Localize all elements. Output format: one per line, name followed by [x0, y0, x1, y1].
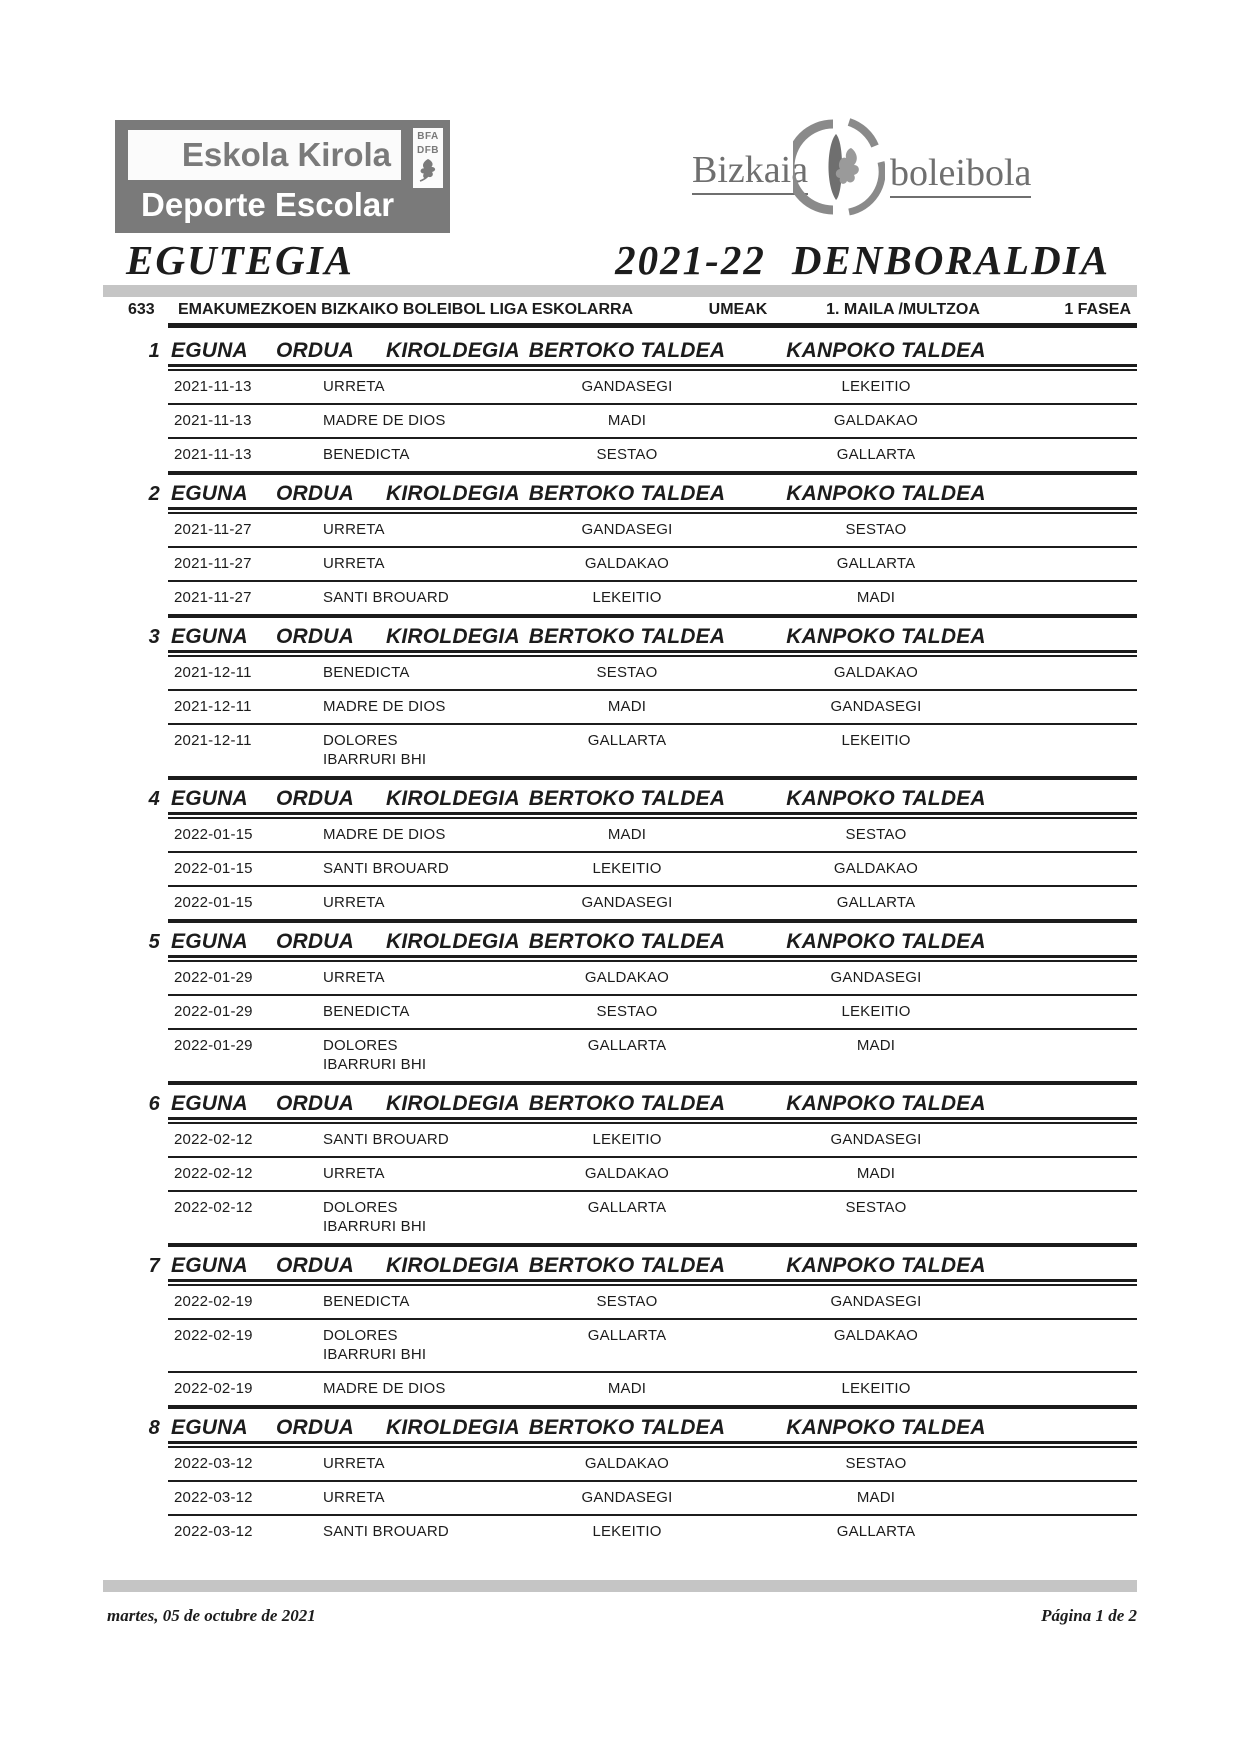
match-away-team: MADI [856, 1037, 896, 1054]
round-number: 7 [148, 1255, 160, 1277]
match-home-team: GALLARTA [587, 732, 667, 749]
match-venue: URRETA [323, 1455, 385, 1472]
round-section [148, 475, 1137, 618]
eskola-kirola-logo [115, 120, 450, 233]
round-section [148, 1247, 1137, 1409]
column-header-eguna: EGUNA [171, 625, 248, 648]
match-date: 2021-12-11 [174, 664, 252, 681]
round-section [148, 1409, 1137, 1548]
column-header-ordua: ORDUA [276, 482, 354, 505]
column-header-bertoko-taldea: BERTOKO TALDEA [528, 625, 726, 648]
column-header-bertoko-taldea: BERTOKO TALDEA [528, 1254, 726, 1277]
round-number: 3 [148, 626, 160, 648]
footer-date: martes, 05 de octubre de 2021 [107, 1606, 316, 1625]
match-row [168, 514, 1137, 548]
match-row [168, 1124, 1137, 1158]
match-venue: MADRE DE DIOS [323, 412, 446, 429]
column-header-kiroldegia: KIROLDEGIA [386, 1416, 520, 1439]
match-away-team: GALDAKAO [833, 664, 919, 681]
column-header-ordua: ORDUA [276, 1092, 354, 1115]
round-header-divider [168, 955, 1137, 962]
page-title-season [615, 236, 1110, 284]
column-header-ordua: ORDUA [276, 787, 354, 810]
match-home-team: LEKEITIO [592, 1523, 662, 1540]
round-header-divider [168, 1441, 1137, 1448]
league-header-row [103, 297, 1137, 323]
match-away-team: GALLARTA [836, 1523, 916, 1540]
round-section [148, 618, 1137, 780]
match-venue: BENEDICTA [323, 1003, 410, 1020]
match-home-team: MADI [607, 412, 647, 429]
match-away-team: MADI [856, 1489, 896, 1506]
match-date: 2022-03-12 [174, 1489, 253, 1506]
match-home-team: GANDASEGI [581, 378, 673, 395]
match-row [168, 1373, 1137, 1409]
match-date: 2021-12-11 [174, 732, 252, 749]
column-header-ordua: ORDUA [276, 339, 354, 362]
boleibola-label: boleibola [890, 153, 1031, 198]
match-venue: BENEDICTA [323, 664, 410, 681]
match-venue: BENEDICTA [323, 1293, 410, 1310]
match-row [168, 548, 1137, 582]
round-number: 4 [148, 788, 160, 810]
match-row [168, 1516, 1137, 1548]
round-section [148, 332, 1137, 475]
match-away-team: GALLARTA [836, 555, 916, 572]
match-date: 2021-11-13 [174, 412, 252, 429]
round-header [148, 618, 1137, 650]
round-header-divider [168, 1279, 1137, 1286]
match-date: 2022-03-12 [174, 1455, 253, 1472]
match-row [168, 1320, 1137, 1373]
league-header-rule [168, 323, 1137, 328]
column-header-kanpoko-taldea: KANPOKO TALDEA [786, 1092, 986, 1115]
column-header-kanpoko-taldea: KANPOKO TALDEA [786, 482, 986, 505]
match-home-team: GALDAKAO [584, 1455, 670, 1472]
match-away-team: MADI [856, 1165, 896, 1182]
match-row [168, 1482, 1137, 1516]
match-date: 2022-02-12 [174, 1199, 253, 1216]
match-away-team: SESTAO [845, 521, 907, 538]
match-row [168, 405, 1137, 439]
column-header-kanpoko-taldea: KANPOKO TALDEA [786, 1254, 986, 1277]
match-home-team: SESTAO [596, 1293, 658, 1310]
match-away-team: SESTAO [845, 826, 907, 843]
match-date: 2022-01-15 [174, 826, 253, 843]
match-away-team: MADI [856, 589, 896, 606]
league-phase: 1 FASEA [1064, 301, 1131, 318]
match-home-team: LEKEITIO [592, 860, 662, 877]
round-header-divider [168, 364, 1137, 371]
match-row [168, 582, 1137, 618]
round-header [148, 780, 1137, 812]
column-header-eguna: EGUNA [171, 339, 248, 362]
match-home-team: GALLARTA [587, 1327, 667, 1344]
bizkaia-label: Bizkaia [692, 150, 808, 195]
round-header [148, 332, 1137, 364]
round-section [148, 923, 1137, 1085]
match-venue: SANTI BROUARD [323, 860, 449, 877]
match-home-team: GANDASEGI [581, 1489, 673, 1506]
match-home-team: MADI [607, 826, 647, 843]
round-section [148, 780, 1137, 923]
match-venue: DOLORES IBARRURI BHI [323, 1199, 427, 1235]
match-away-team: GANDASEGI [830, 1131, 922, 1148]
round-header [148, 475, 1137, 507]
match-away-team: LEKEITIO [841, 732, 911, 749]
column-header-kiroldegia: KIROLDEGIA [386, 1092, 520, 1115]
match-date: 2022-01-29 [174, 1037, 253, 1054]
bfa-dfb-badge [413, 128, 443, 188]
column-header-kanpoko-taldea: KANPOKO TALDEA [786, 625, 986, 648]
match-row [168, 887, 1137, 923]
column-header-kiroldegia: KIROLDEGIA [386, 625, 520, 648]
season-word: DENBORALDIA [791, 237, 1110, 283]
match-date: 2021-11-27 [174, 589, 252, 606]
match-home-team: SESTAO [596, 1003, 658, 1020]
match-row [168, 1448, 1137, 1482]
match-venue: URRETA [323, 1165, 385, 1182]
bizkaia-boleibola-logo [680, 118, 1040, 218]
match-row [168, 691, 1137, 725]
match-venue: MADRE DE DIOS [323, 698, 446, 715]
match-venue: SANTI BROUARD [323, 1523, 449, 1540]
match-home-team: SESTAO [596, 664, 658, 681]
match-date: 2022-01-29 [174, 1003, 253, 1020]
round-header [148, 1085, 1137, 1117]
match-date: 2022-01-15 [174, 860, 253, 877]
match-home-team: GALLARTA [587, 1037, 667, 1054]
match-date: 2022-01-29 [174, 969, 253, 986]
match-venue: SANTI BROUARD [323, 1131, 449, 1148]
match-row [168, 1030, 1137, 1085]
match-home-team: MADI [607, 698, 647, 715]
volleyball-swirl-icon [793, 118, 885, 216]
column-header-ordua: ORDUA [276, 1254, 354, 1277]
match-date: 2022-01-15 [174, 894, 253, 911]
match-home-team: GANDASEGI [581, 894, 673, 911]
match-venue: URRETA [323, 521, 385, 538]
match-date: 2021-11-27 [174, 555, 252, 572]
column-header-ordua: ORDUA [276, 1416, 354, 1439]
oak-leaf-icon [418, 157, 438, 183]
match-away-team: GANDASEGI [830, 969, 922, 986]
match-home-team: LEKEITIO [592, 589, 662, 606]
rounds-list [148, 332, 1137, 1548]
eskola-kirola-label: Eskola Kirola [128, 130, 401, 180]
match-venue: URRETA [323, 555, 385, 572]
match-venue: MADRE DE DIOS [323, 1380, 446, 1397]
column-header-bertoko-taldea: BERTOKO TALDEA [528, 1092, 726, 1115]
column-header-eguna: EGUNA [171, 787, 248, 810]
league-division: 1. MAILA /MULTZOA [826, 301, 980, 318]
round-section [148, 1085, 1137, 1247]
column-header-kanpoko-taldea: KANPOKO TALDEA [786, 339, 986, 362]
match-date: 2021-11-13 [174, 446, 252, 463]
column-header-eguna: EGUNA [171, 1416, 248, 1439]
match-home-team: GALDAKAO [584, 555, 670, 572]
page-title-egutegia: EGUTEGIA [126, 237, 354, 283]
round-header [148, 923, 1137, 955]
match-away-team: GALDAKAO [833, 1327, 919, 1344]
match-home-team: LEKEITIO [592, 1131, 662, 1148]
round-number: 5 [148, 931, 160, 953]
league-category: UMEAK [708, 301, 768, 318]
match-date: 2022-02-19 [174, 1327, 253, 1344]
match-away-team: LEKEITIO [841, 378, 911, 395]
column-header-eguna: EGUNA [171, 1254, 248, 1277]
round-number: 8 [148, 1417, 160, 1439]
match-home-team: GALDAKAO [584, 1165, 670, 1182]
match-away-team: GANDASEGI [830, 1293, 922, 1310]
match-row [168, 996, 1137, 1030]
match-date: 2022-02-19 [174, 1293, 253, 1310]
match-away-team: GANDASEGI [830, 698, 922, 715]
column-header-bertoko-taldea: BERTOKO TALDEA [528, 1416, 726, 1439]
match-away-team: LEKEITIO [841, 1380, 911, 1397]
match-date: 2022-02-12 [174, 1131, 253, 1148]
round-header-divider [168, 1117, 1137, 1124]
match-away-team: SESTAO [845, 1455, 907, 1472]
column-header-bertoko-taldea: BERTOKO TALDEA [528, 482, 726, 505]
match-venue: BENEDICTA [323, 446, 410, 463]
match-row [168, 725, 1137, 780]
round-header-divider [168, 650, 1137, 657]
match-venue: DOLORES IBARRURI BHI [323, 732, 427, 768]
round-number: 2 [148, 483, 160, 505]
match-home-team: MADI [607, 1380, 647, 1397]
match-away-team: GALLARTA [836, 894, 916, 911]
match-row [168, 439, 1137, 475]
match-row [168, 962, 1137, 996]
match-venue: URRETA [323, 894, 385, 911]
match-row [168, 1192, 1137, 1247]
match-row [168, 1158, 1137, 1192]
column-header-kanpoko-taldea: KANPOKO TALDEA [786, 930, 986, 953]
match-row [168, 371, 1137, 405]
match-away-team: GALDAKAO [833, 412, 919, 429]
column-header-kiroldegia: KIROLDEGIA [386, 482, 520, 505]
match-venue: SANTI BROUARD [323, 589, 449, 606]
match-venue: URRETA [323, 378, 385, 395]
match-home-team: GALLARTA [587, 1199, 667, 1216]
column-header-bertoko-taldea: BERTOKO TALDEA [528, 787, 726, 810]
bottom-separator-bar [103, 1580, 1137, 1592]
deporte-escolar-label: Deporte Escolar [141, 186, 395, 223]
match-venue: URRETA [323, 969, 385, 986]
column-header-kiroldegia: KIROLDEGIA [386, 1254, 520, 1277]
footer-page-number: Página 1 de 2 [1041, 1606, 1137, 1625]
footer [103, 1606, 1137, 1632]
match-away-team: LEKEITIO [841, 1003, 911, 1020]
match-away-team: GALDAKAO [833, 860, 919, 877]
match-date: 2022-02-19 [174, 1380, 253, 1397]
match-date: 2022-02-12 [174, 1165, 253, 1182]
match-venue: DOLORES IBARRURI BHI [323, 1037, 427, 1073]
league-name: EMAKUMEZKOEN BIZKAIKO BOLEIBOL LIGA ESKOLARRA [178, 301, 634, 318]
season-years: 2021-22 [615, 237, 766, 283]
round-header [148, 1409, 1137, 1441]
column-header-eguna: EGUNA [171, 1092, 248, 1115]
match-date: 2021-11-13 [174, 378, 252, 395]
column-header-ordua: ORDUA [276, 930, 354, 953]
match-date: 2021-12-11 [174, 698, 252, 715]
round-number: 1 [148, 340, 160, 362]
column-header-bertoko-taldea: BERTOKO TALDEA [528, 339, 726, 362]
match-row [168, 657, 1137, 691]
column-header-kanpoko-taldea: KANPOKO TALDEA [786, 1416, 986, 1439]
round-header [148, 1247, 1137, 1279]
match-away-team: GALLARTA [836, 446, 916, 463]
round-header-divider [168, 507, 1137, 514]
round-header-divider [168, 812, 1137, 819]
match-home-team: GALDAKAO [584, 969, 670, 986]
top-separator-bar [103, 285, 1137, 297]
column-header-kiroldegia: KIROLDEGIA [386, 787, 520, 810]
match-row [168, 819, 1137, 853]
dfb-label: DFB [416, 145, 440, 156]
column-header-eguna: EGUNA [171, 482, 248, 505]
column-header-bertoko-taldea: BERTOKO TALDEA [528, 930, 726, 953]
match-home-team: SESTAO [596, 446, 658, 463]
column-header-kanpoko-taldea: KANPOKO TALDEA [786, 787, 986, 810]
match-date: 2022-03-12 [174, 1523, 253, 1540]
bfa-label: BFA [417, 131, 439, 142]
round-number: 6 [148, 1093, 160, 1115]
match-venue: MADRE DE DIOS [323, 826, 446, 843]
match-venue: URRETA [323, 1489, 385, 1506]
match-date: 2021-11-27 [174, 521, 252, 538]
column-header-kiroldegia: KIROLDEGIA [386, 930, 520, 953]
match-row [168, 1286, 1137, 1320]
match-away-team: SESTAO [845, 1199, 907, 1216]
match-home-team: GANDASEGI [581, 521, 673, 538]
match-row [168, 853, 1137, 887]
column-header-ordua: ORDUA [276, 625, 354, 648]
column-header-kiroldegia: KIROLDEGIA [386, 339, 520, 362]
match-venue: DOLORES IBARRURI BHI [323, 1327, 427, 1363]
column-header-eguna: EGUNA [171, 930, 248, 953]
league-code: 633 [128, 301, 155, 318]
